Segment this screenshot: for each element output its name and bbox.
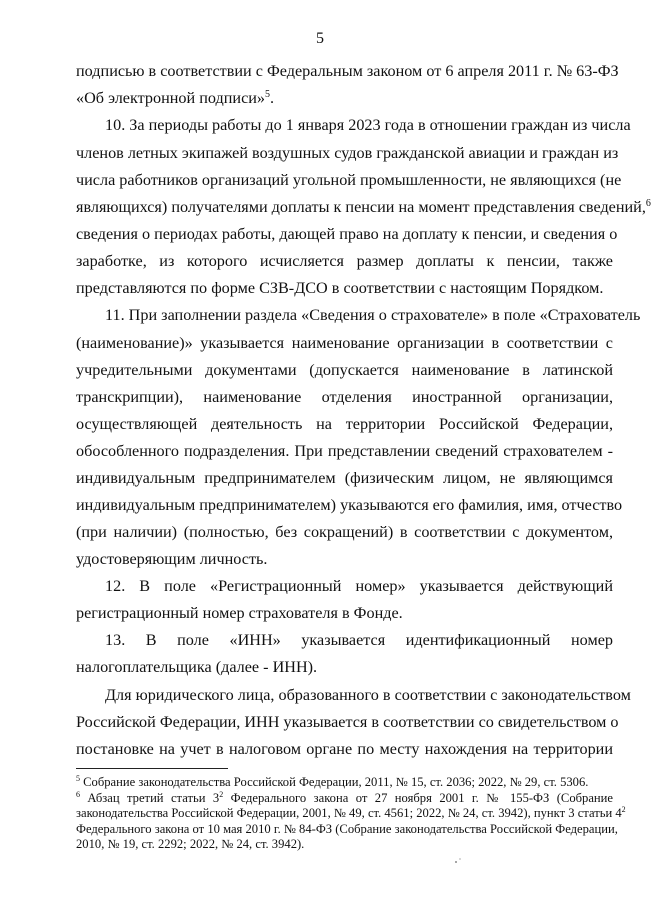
body-line: (при наличии) (полностью, без сокращений) в соответствии с документом, — [76, 523, 613, 541]
body-line: обособленного подразделения. При представлении сведений страхователем - — [76, 442, 613, 460]
body-line: учредительными документами (допускается наименование в латинской — [76, 361, 613, 379]
body-line: 11. При заполнении раздела «Сведения о страхователе» в поле «Страхователь — [105, 306, 641, 324]
body-line: Российской Федерации, ИНН указывается в соответствии со свидетельством о — [76, 713, 619, 731]
footnote-sup: 2 — [621, 805, 626, 814]
body-line: удостоверяющим личность. — [76, 550, 268, 568]
footnote-mark: 6 — [76, 790, 80, 799]
body-line: (наименование)» указывается наименование организации в соответствии с — [76, 334, 613, 352]
body-line: 12. В поле «Регистрационный номер» указывается действующий — [105, 577, 613, 595]
body-line: налогоплательщика (далее - ИНН). — [76, 658, 318, 676]
footnote-line: Федерального закона от 10 мая 2010 г. № 84-ФЗ (Собрание законодательства Российской Федерации, — [76, 822, 618, 836]
footnote-mark: 5 — [76, 774, 80, 783]
body-line: сведения о периодах работы, дающей право на доплату к пенсии, и сведения о — [76, 225, 618, 243]
page-number: 5 — [316, 30, 324, 47]
body-line: осуществляющей деятельность на территории Российской Федерации, — [76, 415, 613, 433]
body-line: Для юридического лица, образованного в соответствии с законодательством — [105, 686, 631, 704]
footnote-ref: 5 — [265, 89, 271, 100]
body-line: числа работников организаций угольной промышленности, не являющихся (не — [76, 171, 622, 189]
body-line: членов летных экипажей воздушных судов гражданской авиации и граждан из — [76, 144, 619, 162]
footnote-text: Собрание законодательства Российской Федерации, 2011, № 15, ст. 2036; 2022, № 29, ст. 5306. — [80, 775, 589, 789]
footnote-sup: 2 — [219, 790, 224, 799]
body-line — [76, 88, 613, 108]
body-line: регистрационный номер страхователя в Фонде. — [76, 604, 403, 622]
body-text: являющихся) получателями доплаты к пенсии на момент представления сведений, — [76, 198, 646, 216]
body-line: постановке на учет в налоговом органе по месту нахождения на территории — [76, 740, 613, 758]
body-line: заработке, из которого исчисляется размер доплаты к пенсии, также — [76, 252, 613, 270]
footnote — [76, 775, 613, 790]
footnote-text: Федерального закона от 27 ноября 2001 г. № 155-ФЗ (Собрание — [223, 791, 613, 805]
body-line: 10. За периоды работы до 1 января 2023 года в отношении граждан из числа — [105, 116, 631, 134]
body-line: транскрипции), наименование отделения иностранной организации, — [76, 388, 613, 406]
footnote-ref: 6 — [645, 198, 651, 209]
footnote-text: законодательства Российской Федерации, 2001, № 49, ст. 4561; 2022, № 24, ст. 3942), пункт 3 статьи 4 — [76, 806, 622, 820]
footnote-line — [76, 805, 626, 821]
body-text: . — [270, 89, 275, 107]
footnote — [76, 791, 613, 806]
body-line: индивидуальным предпринимателем (физическим лицом, не являющимся — [76, 469, 613, 487]
body-line: представляются по форме СЗВ-ДСО в соответствии с настоящим Порядком. — [76, 279, 604, 297]
footnote-text: Абзац третий статьи 3 — [80, 791, 220, 805]
body-line — [76, 197, 651, 217]
body-line: подписью в соответствии с Федеральным законом от 6 апреля 2011 г. № 63-ФЗ — [76, 62, 619, 80]
footnote-separator — [76, 768, 228, 769]
body-line: индивидуальным предпринимателем) указываются его фамилия, имя, отчество — [76, 496, 623, 514]
footnote-line: 2010, № 19, ст. 2292; 2022, № 24, ст. 3942). — [76, 837, 305, 851]
body-text: «Об электронной подписи» — [76, 89, 266, 107]
body-line: 13. В поле «ИНН» указывается идентификационный номер — [105, 631, 613, 649]
